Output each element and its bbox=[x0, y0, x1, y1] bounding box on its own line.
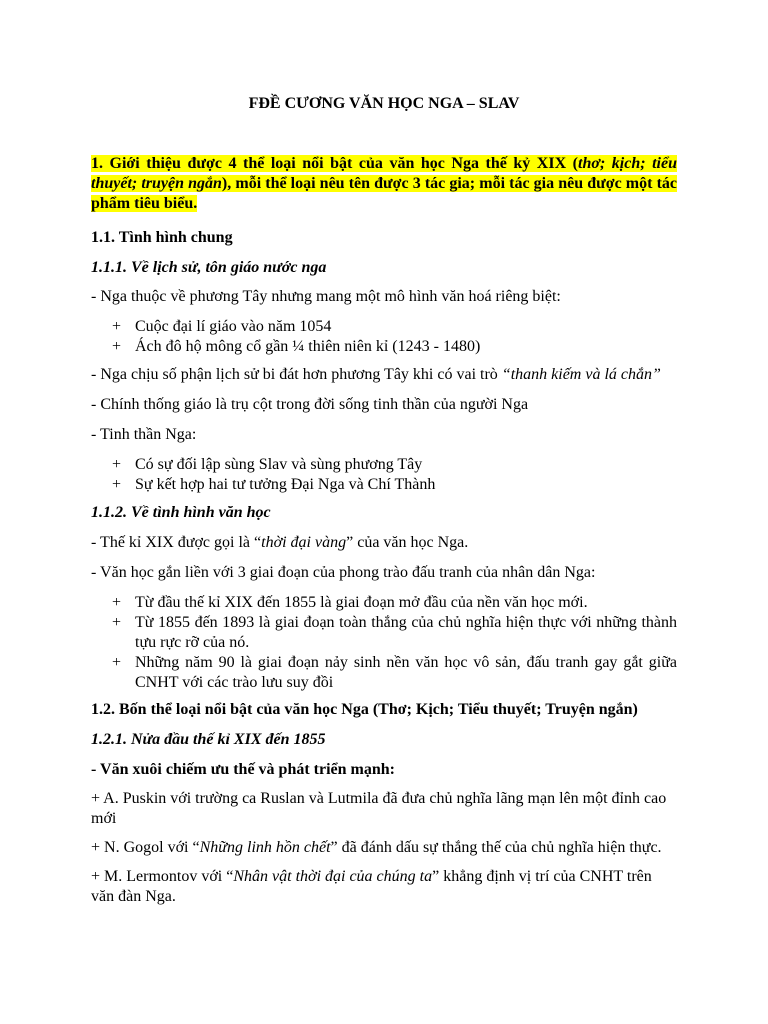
heading-1-2: 1.2. Bốn thể loại nổi bật của văn học Nga (Thơ; Kịch; Tiểu thuyết; Truyện ngắn) bbox=[91, 701, 638, 718]
q1-text-a: 1. Giới thiệu được 4 thể loại nổi bật của văn học Nga thế kỷ XIX ( bbox=[91, 155, 579, 172]
p9-work: Những linh hồn chết bbox=[199, 839, 331, 856]
p2-text: - Nga chịu số phận lịch sử bi đát hơn phương Tây khi có vai trò bbox=[91, 366, 502, 383]
list-item: + Sự kết hợp hai tư tưởng Đại Nga và Chí Thành bbox=[91, 475, 677, 495]
paragraph-9 bbox=[91, 838, 677, 858]
paragraph-1: - Nga thuộc về phương Tây nhưng mang một mô hình văn hoá riêng biệt: bbox=[91, 288, 561, 305]
list-item: + Có sự đối lập sùng Slav và sùng phương Tây bbox=[91, 455, 677, 475]
q1-text-c: ), mỗi thể loại nêu tên được 3 tác gia; mỗi tác gia nêu được một tác phẩm tiêu biểu. bbox=[91, 175, 678, 212]
paragraph-7: - Văn xuôi chiếm ưu thế và phát triển mạnh: bbox=[91, 761, 395, 778]
list-item: + Những năm 90 là giai đoạn nảy sinh nền văn học vô sản, đấu tranh gay gắt giữa CNHT với các trào lưu suy đồi bbox=[91, 653, 677, 693]
heading-1-1-2: 1.1.2. Về tình hình văn học bbox=[91, 504, 271, 521]
document-title: FĐỀ CƯƠNG VĂN HỌC NGA – SLAV bbox=[248, 95, 520, 112]
p10-text-a: + M. Lermontov với “ bbox=[91, 868, 234, 885]
p10-work: Nhân vật thời đại của chúng ta bbox=[233, 868, 433, 885]
paragraph-4: - Tinh thần Nga: bbox=[91, 426, 197, 443]
paragraph-3: - Chính thống giáo là trụ cột trong đời sống tinh thần của người Nga bbox=[91, 396, 529, 413]
question-1 bbox=[91, 154, 677, 214]
heading-1-1: 1.1. Tình hình chung bbox=[91, 229, 233, 246]
paragraph-5 bbox=[91, 533, 677, 553]
list-periods bbox=[91, 593, 677, 693]
q1-text-genres: thơ; kịch; tiểu thuyết; truyện ngắn bbox=[91, 155, 678, 192]
paragraph-6: - Văn học gắn liền với 3 giai đoạn của phong trào đấu tranh của nhân dân Nga: bbox=[91, 564, 596, 581]
list-item: + Cuộc đại lí giáo vào năm 1054 bbox=[91, 317, 677, 337]
p2-quote: “thanh kiếm và lá chắn” bbox=[501, 366, 661, 383]
paragraph-8: + A. Puskin với trường ca Ruslan và Lutmila đã đưa chủ nghĩa lãng mạn lên một đỉnh cao mới bbox=[91, 790, 667, 827]
p10-text-c: ” khẳng định vị trí của CNHT trên văn đàn Nga. bbox=[91, 868, 652, 905]
p9-text-a: + N. Gogol với “ bbox=[91, 839, 200, 856]
list-item: + Từ 1855 đến 1893 là giai đoạn toàn thắng của chủ nghĩa hiện thực với những thành tựu rực rỡ của nó. bbox=[91, 613, 677, 653]
paragraph-10 bbox=[91, 867, 677, 907]
list-item: + Từ đầu thế kỉ XIX đến 1855 là giai đoạn mở đầu của nền văn học mới. bbox=[91, 593, 677, 613]
p9-text-c: ” đã đánh dấu sự thắng thế của chủ nghĩa hiện thực. bbox=[330, 839, 662, 856]
list-item: + Ách đô hộ mông cổ gần ¼ thiên niên kỉ (1243 - 1480) bbox=[91, 337, 677, 357]
p5-text-c: ” của văn học Nga. bbox=[346, 534, 469, 551]
paragraph-2 bbox=[91, 365, 677, 385]
p5-text-a: - Thế kỉ XIX được gọi là “ bbox=[91, 534, 262, 551]
heading-1-1-1: 1.1.1. Về lịch sử, tôn giáo nước nga bbox=[91, 259, 327, 276]
list-history bbox=[91, 317, 677, 357]
heading-1-2-1: 1.2.1. Nửa đầu thế kỉ XIX đến 1855 bbox=[91, 731, 326, 748]
p5-quote: thời đại vàng bbox=[261, 534, 347, 551]
list-spirit bbox=[91, 455, 677, 495]
